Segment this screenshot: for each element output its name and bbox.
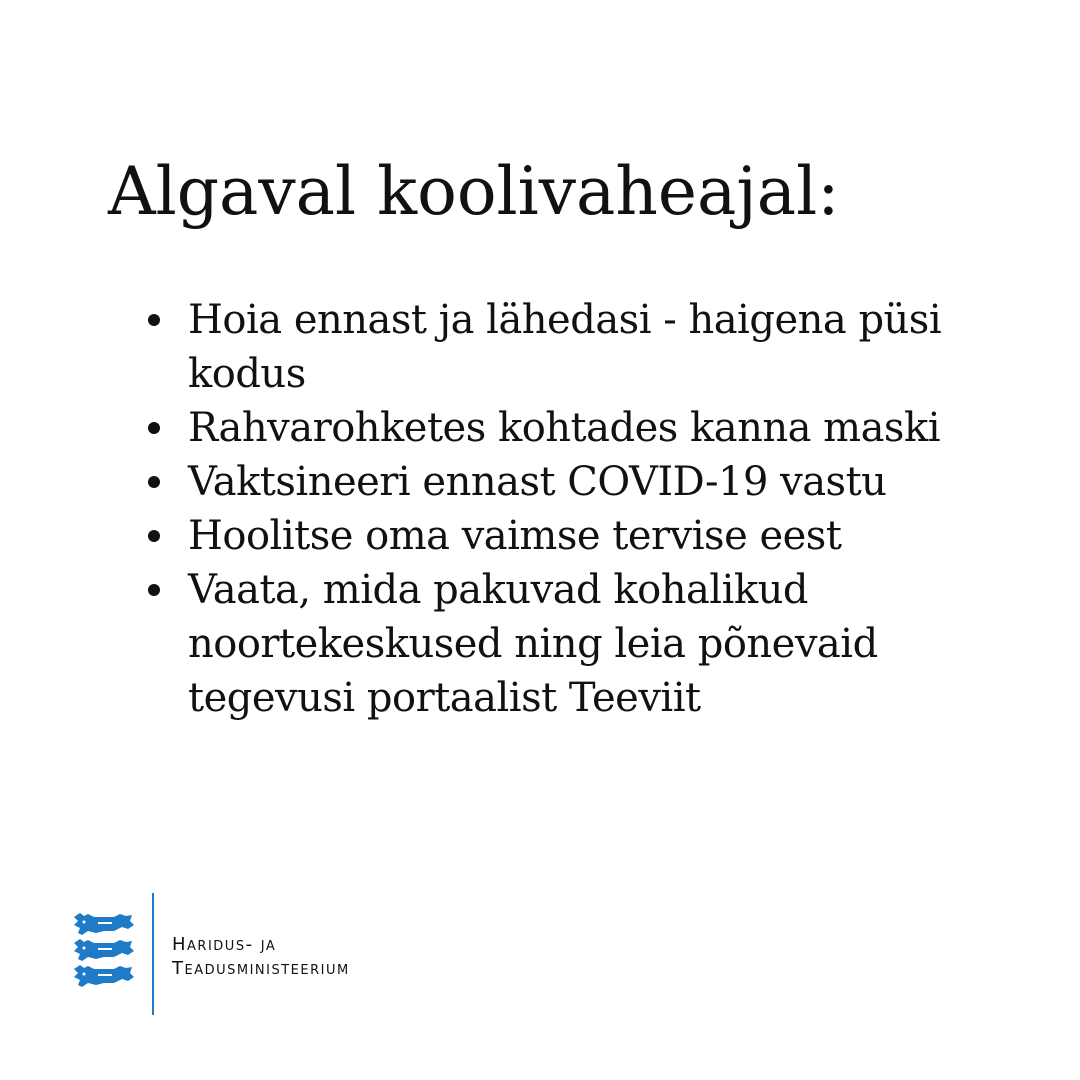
bullet-icon [148, 584, 160, 596]
ministry-logo [70, 893, 390, 1015]
three-lions-coat-of-arms-icon [70, 911, 136, 991]
tip-text: Vaata, mida pakuvad kohalikud noortekeskused ning leia põnevaid tegevusi portaalist Teeviit [188, 567, 878, 721]
list-item [148, 401, 1008, 455]
list-item [148, 293, 1008, 401]
bullet-icon [148, 476, 160, 488]
bullet-icon [148, 530, 160, 542]
ministry-name-line2: Teadusministeerium [172, 958, 350, 979]
tip-text: Vaktsineeri ennast COVID-19 vastu [188, 459, 887, 505]
tip-text: Hoolitse oma vaimse tervise eest [188, 513, 842, 559]
tips-list [148, 293, 1008, 725]
list-item [148, 563, 1008, 725]
list-item [148, 455, 1008, 509]
tip-text: Hoia ennast ja lähedasi - haigena püsi kodus [188, 297, 942, 397]
ministry-name [172, 933, 350, 981]
ministry-name-line1: Haridus- ja [172, 934, 277, 955]
page-title: Algaval koolivaheajal: [108, 153, 840, 230]
bullet-icon [148, 422, 160, 434]
list-item [148, 509, 1008, 563]
bullet-icon [148, 314, 160, 326]
tip-text: Rahvarohketes kohtades kanna maski [188, 405, 940, 451]
logo-divider [152, 893, 154, 1015]
